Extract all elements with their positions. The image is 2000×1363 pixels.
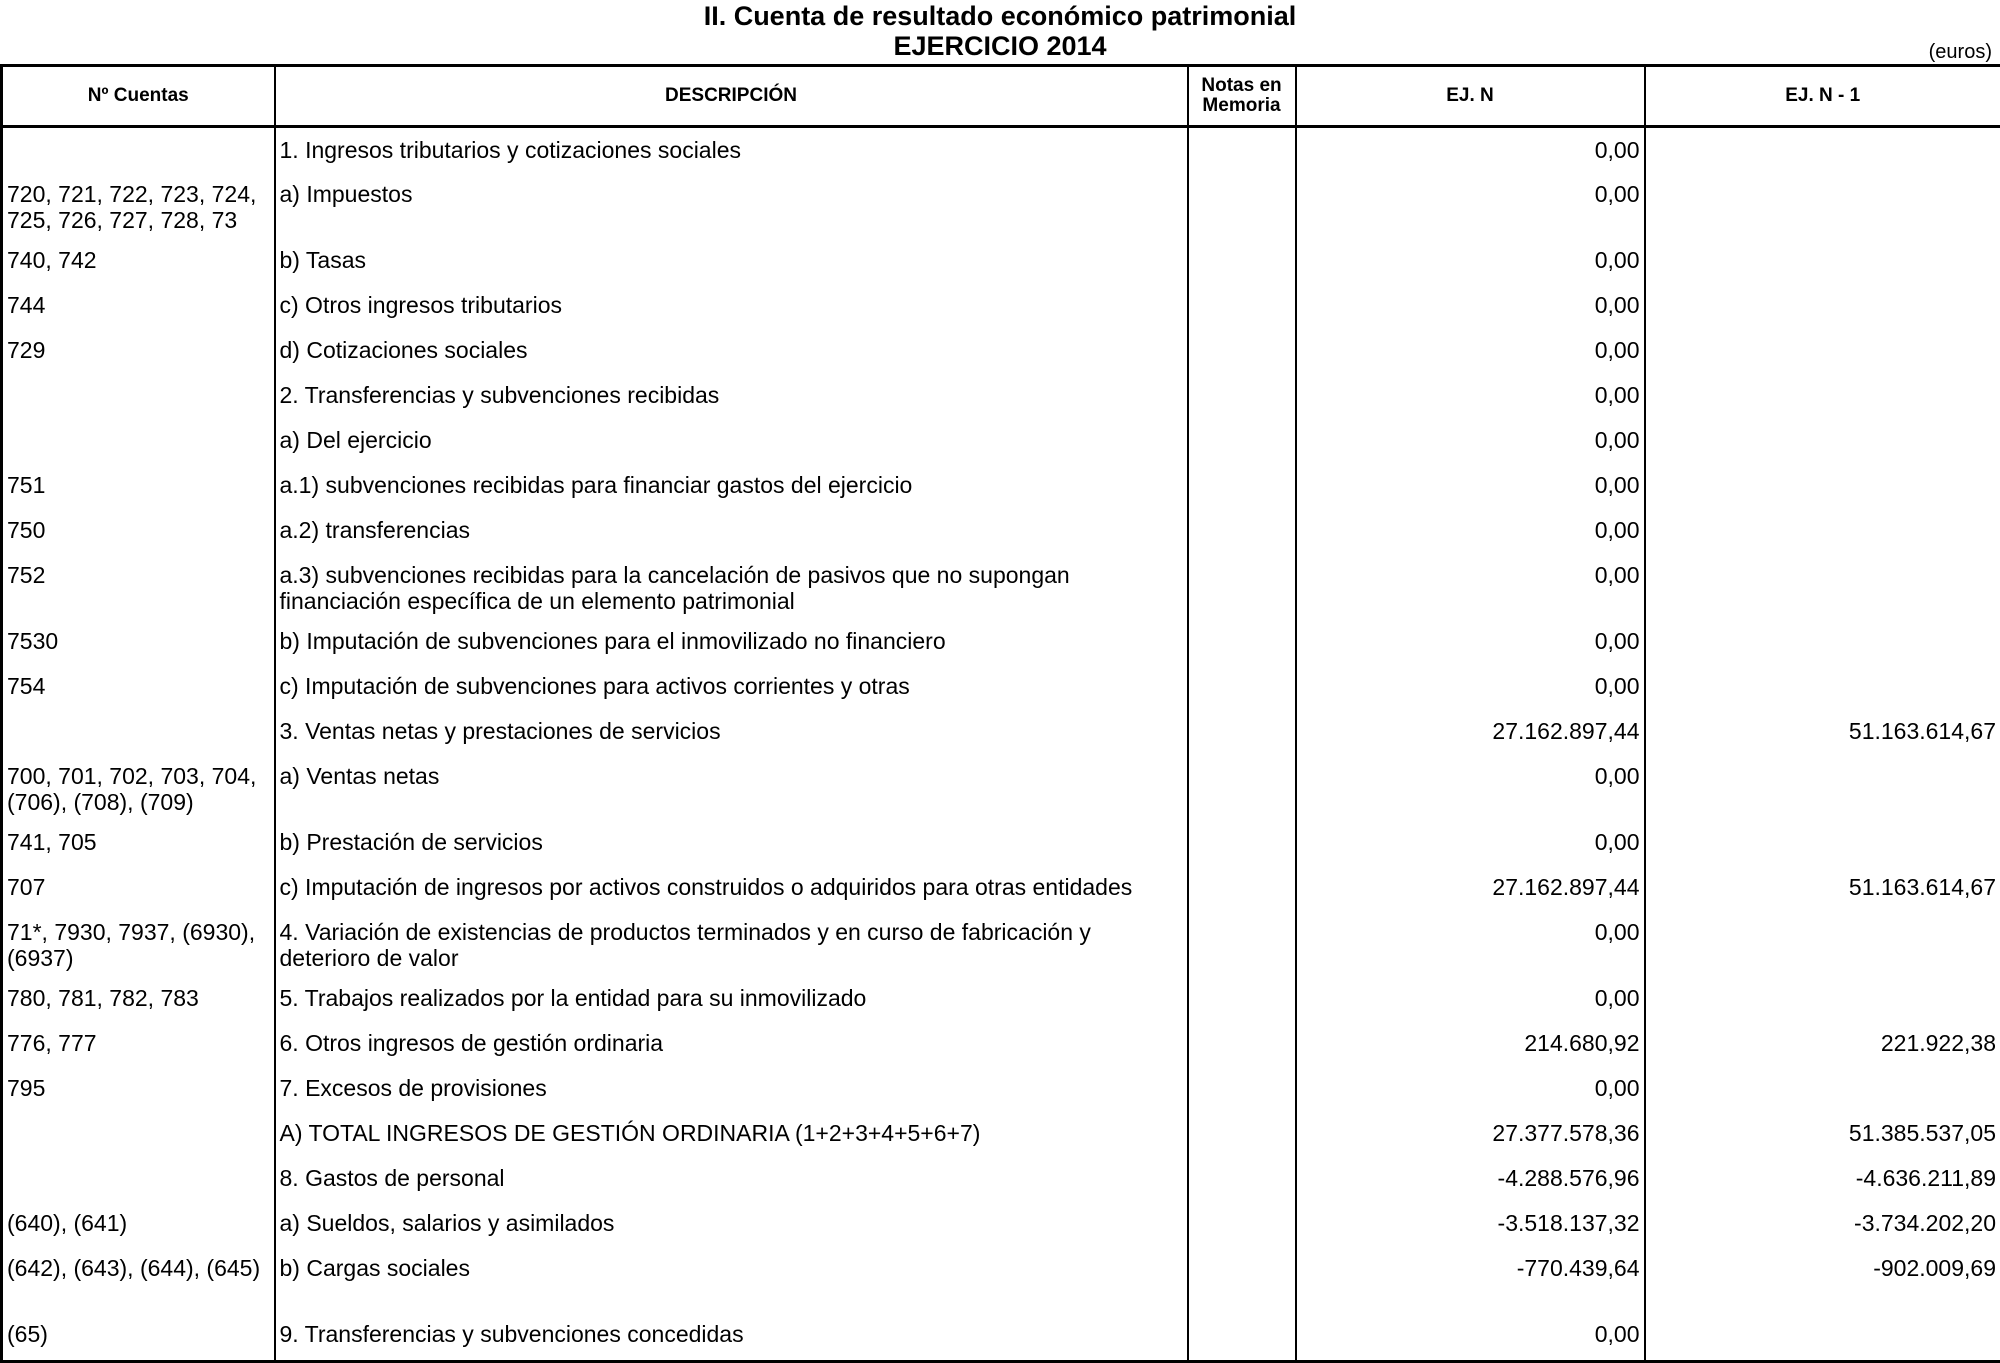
cell-notas [1188,333,1296,378]
table-row [2,333,2000,378]
cell-ej-n: 0,00 [1296,624,1645,669]
cell-notas [1188,288,1296,333]
cell-cuentas [2,1161,275,1206]
cell-notas [1188,378,1296,423]
cell-cuentas: 740, 742 [2,243,275,288]
table-row [2,624,2000,669]
header-ej-n1: EJ. N - 1 [1645,66,2000,127]
cell-descripcion: a) Sueldos, salarios y asimilados [275,1206,1188,1251]
cell-ej-n: 0,00 [1296,177,1645,243]
cell-ej-n1 [1645,177,2000,243]
table-row [2,378,2000,423]
table-row [2,1116,2000,1161]
cell-ej-n: 0,00 [1296,378,1645,423]
cell-ej-n: 0,00 [1296,127,1645,177]
cell-notas [1188,825,1296,870]
cell-ej-n1 [1645,288,2000,333]
cell-notas [1188,624,1296,669]
cell-cuentas: 741, 705 [2,825,275,870]
table-row [2,870,2000,915]
cell-descripcion: b) Tasas [275,243,1188,288]
cell-ej-n1: -3.734.202,20 [1645,1206,2000,1251]
table-row [2,288,2000,333]
cell-ej-n: 0,00 [1296,1317,1645,1362]
cell-descripcion: c) Otros ingresos tributarios [275,288,1188,333]
cell-ej-n: 27.377.578,36 [1296,1116,1645,1161]
cell-ej-n: 214.680,92 [1296,1026,1645,1071]
cell-notas [1188,1116,1296,1161]
cell-ej-n1: 51.385.537,05 [1645,1116,2000,1161]
header-notas-line1: Notas en [1201,75,1281,96]
cell-ej-n1 [1645,558,2000,624]
document-subtitle: EJERCICIO 2014 [0,30,2000,62]
cell-ej-n: -770.439,64 [1296,1251,1645,1317]
cell-notas [1188,423,1296,468]
cell-descripcion: a.3) subvenciones recibidas para la cancelación de pasivos que no supongan financiación específica de un elemento patrimonial [275,558,1188,624]
cell-ej-n: 27.162.897,44 [1296,870,1645,915]
cell-cuentas: 776, 777 [2,1026,275,1071]
table-row [2,558,2000,624]
cell-cuentas: 750 [2,513,275,558]
cell-descripcion: b) Prestación de servicios [275,825,1188,870]
table-row [2,1251,2000,1317]
cell-notas [1188,177,1296,243]
table-row [2,1317,2000,1362]
cell-ej-n: 0,00 [1296,558,1645,624]
cell-ej-n1 [1645,759,2000,825]
cell-ej-n1: -902.009,69 [1645,1251,2000,1317]
cell-ej-n: 0,00 [1296,1071,1645,1116]
cell-notas [1188,714,1296,759]
cell-cuentas: (65) [2,1317,275,1362]
table-row [2,468,2000,513]
cell-cuentas: (642), (643), (644), (645) [2,1251,275,1317]
cell-ej-n: 0,00 [1296,288,1645,333]
cell-ej-n: 0,00 [1296,669,1645,714]
cell-descripcion: 6. Otros ingresos de gestión ordinaria [275,1026,1188,1071]
cell-cuentas: 7530 [2,624,275,669]
cell-descripcion: c) Imputación de ingresos por activos construidos o adquiridos para otras entidades [275,870,1188,915]
cell-cuentas: 780, 781, 782, 783 [2,981,275,1026]
cell-notas [1188,558,1296,624]
cell-cuentas [2,714,275,759]
header-cuentas: Nº Cuentas [2,66,275,127]
cell-ej-n1 [1645,624,2000,669]
cell-ej-n: 0,00 [1296,759,1645,825]
cell-cuentas [2,423,275,468]
cell-descripcion: a) Del ejercicio [275,423,1188,468]
table-row [2,714,2000,759]
cell-ej-n: 0,00 [1296,468,1645,513]
cell-notas [1188,981,1296,1026]
header-notas [1188,66,1296,127]
cell-cuentas: (640), (641) [2,1206,275,1251]
cell-descripcion: 2. Transferencias y subvenciones recibidas [275,378,1188,423]
table-row [2,423,2000,468]
cell-ej-n: 27.162.897,44 [1296,714,1645,759]
cell-descripcion: 5. Trabajos realizados por la entidad para su inmovilizado [275,981,1188,1026]
cell-ej-n1 [1645,423,2000,468]
cell-descripcion: b) Imputación de subvenciones para el inmovilizado no financiero [275,624,1188,669]
cell-cuentas: 754 [2,669,275,714]
cell-ej-n1 [1645,669,2000,714]
cell-ej-n1 [1645,915,2000,981]
cell-ej-n1: -4.636.211,89 [1645,1161,2000,1206]
cell-notas [1188,127,1296,177]
cell-notas [1188,759,1296,825]
cell-descripcion: b) Cargas sociales [275,1251,1188,1317]
cell-cuentas: 744 [2,288,275,333]
cell-notas [1188,1251,1296,1317]
results-table [0,64,2000,1363]
cell-descripcion: d) Cotizaciones sociales [275,333,1188,378]
cell-descripcion: 3. Ventas netas y prestaciones de servicios [275,714,1188,759]
cell-descripcion: a.2) transferencias [275,513,1188,558]
cell-notas [1188,1317,1296,1362]
cell-descripcion: A) TOTAL INGRESOS DE GESTIÓN ORDINARIA (1+2+3+4+5+6+7) [275,1116,1188,1161]
cell-notas [1188,1026,1296,1071]
cell-cuentas: 707 [2,870,275,915]
cell-descripcion: 1. Ingresos tributarios y cotizaciones sociales [275,127,1188,177]
cell-descripcion: a.1) subvenciones recibidas para financiar gastos del ejercicio [275,468,1188,513]
cell-notas [1188,243,1296,288]
header-notas-line2: Memoria [1202,95,1280,116]
cell-ej-n1 [1645,378,2000,423]
table-row [2,915,2000,981]
table-row [2,1026,2000,1071]
cell-descripcion: a) Ventas netas [275,759,1188,825]
cell-cuentas [2,1116,275,1161]
cell-ej-n1 [1645,333,2000,378]
cell-descripcion: 4. Variación de existencias de productos terminados y en curso de fabricación y deterioro de valor [275,915,1188,981]
cell-ej-n1 [1645,243,2000,288]
cell-ej-n1 [1645,1071,2000,1116]
header-descripcion: DESCRIPCIÓN [275,66,1188,127]
table-row [2,513,2000,558]
table-header-row [2,66,2000,127]
cell-descripcion: 8. Gastos de personal [275,1161,1188,1206]
cell-notas [1188,915,1296,981]
cell-ej-n: 0,00 [1296,825,1645,870]
cell-ej-n1 [1645,825,2000,870]
cell-cuentas [2,378,275,423]
document-title: II. Cuenta de resultado económico patrimonial [0,0,2000,32]
cell-ej-n1 [1645,513,2000,558]
table-row [2,243,2000,288]
cell-ej-n1 [1645,127,2000,177]
cell-cuentas: 752 [2,558,275,624]
cell-notas [1188,1206,1296,1251]
table-row [2,759,2000,825]
table-row [2,1071,2000,1116]
cell-cuentas: 71*, 7930, 7937, (6930), (6937) [2,915,275,981]
cell-notas [1188,1161,1296,1206]
cell-descripcion: c) Imputación de subvenciones para activos corrientes y otras [275,669,1188,714]
cell-cuentas: 795 [2,1071,275,1116]
cell-descripcion: 7. Excesos de provisiones [275,1071,1188,1116]
cell-ej-n: -3.518.137,32 [1296,1206,1645,1251]
table-row [2,1161,2000,1206]
cell-ej-n: -4.288.576,96 [1296,1161,1645,1206]
cell-ej-n1: 51.163.614,67 [1645,714,2000,759]
cell-ej-n: 0,00 [1296,423,1645,468]
cell-notas [1188,1071,1296,1116]
table-row [2,127,2000,177]
cell-ej-n: 0,00 [1296,915,1645,981]
cell-ej-n: 0,00 [1296,333,1645,378]
table-row [2,177,2000,243]
table-row [2,669,2000,714]
cell-ej-n: 0,00 [1296,513,1645,558]
cell-cuentas [2,127,275,177]
table-row [2,825,2000,870]
cell-notas [1188,870,1296,915]
cell-notas [1188,468,1296,513]
cell-cuentas: 729 [2,333,275,378]
cell-ej-n1 [1645,468,2000,513]
cell-ej-n1 [1645,981,2000,1026]
cell-cuentas: 720, 721, 722, 723, 724, 725, 726, 727, 728, 73 [2,177,275,243]
cell-ej-n1: 51.163.614,67 [1645,870,2000,915]
currency-units: (euros) [1929,41,1992,64]
header-ej-n: EJ. N [1296,66,1645,127]
cell-ej-n1: 221.922,38 [1645,1026,2000,1071]
cell-ej-n: 0,00 [1296,981,1645,1026]
cell-notas [1188,669,1296,714]
table-row [2,1206,2000,1251]
cell-notas [1188,513,1296,558]
table-row [2,981,2000,1026]
cell-cuentas: 751 [2,468,275,513]
cell-cuentas: 700, 701, 702, 703, 704, (706), (708), (709) [2,759,275,825]
cell-ej-n1 [1645,1317,2000,1362]
cell-descripcion: 9. Transferencias y subvenciones concedidas [275,1317,1188,1362]
cell-descripcion: a) Impuestos [275,177,1188,243]
cell-ej-n: 0,00 [1296,243,1645,288]
